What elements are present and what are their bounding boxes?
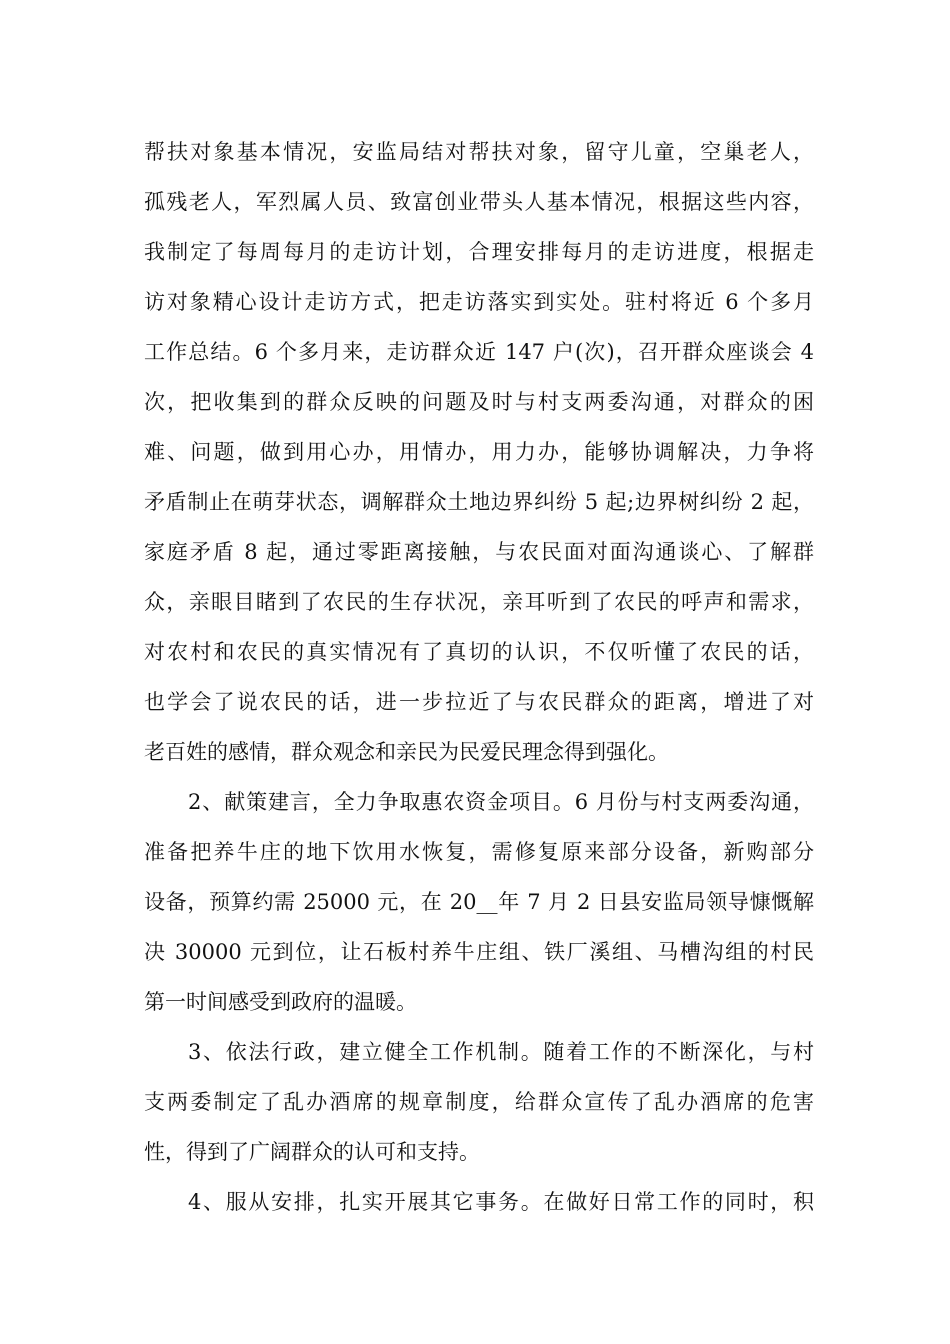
paragraph-4-start: 4、服从安排，扎实开展其它事务。在做好日常工作的同时，积 [188,1190,814,1214]
paragraph-3-start: 3、依法行政，建立健全工作机制。随着工作的不断深化，与村 [188,1040,814,1064]
text-line: 支两委制定了乱办酒席的规章制度，给群众宣传了乱办酒席的危害 [144,1090,814,1114]
text-line: 对农村和农民的真实情况有了真切的认识，不仅听懂了农民的话， [144,640,814,664]
text-line: 帮扶对象基本情况，安监局结对帮扶对象，留守儿童，空巢老人， [144,140,814,164]
document-body [144,127,814,1227]
paragraph-2-start: 2、献策建言，全力争取惠农资金项目。6 月份与村支两委沟通， [188,790,814,814]
text-line: 老百姓的感情，群众观念和亲民为民爱民理念得到强化。 [144,740,669,764]
text-line: 难、问题，做到用心办，用情办，用力办，能够协调解决，力争将 [144,440,814,464]
text-line: 性，得到了广阔群众的认可和支持。 [144,1140,480,1164]
text-line: 访对象精心设计走访方式，把走访落实到实处。驻村将近 6 个多月 [144,290,814,314]
text-line: 设备，预算约需 25000 元，在 20__年 7 月 2 日县安监局领导慷慨解 [144,890,814,914]
text-line: 孤残老人，军烈属人员、致富创业带头人基本情况，根据这些内容， [144,190,814,214]
text-line: 众，亲眼目睹到了农民的生存状况，亲耳听到了农民的呼声和需求， [144,590,814,614]
text-line: 工作总结。6 个多月来，走访群众近 147 户(次)，召开群众座谈会 4 [144,340,814,364]
text-line: 第一时间感受到政府的温暖。 [144,990,417,1014]
text-line: 准备把养牛庄的地下饮用水恢复，需修复原来部分设备，新购部分 [144,840,814,864]
text-line: 决 30000 元到位，让石板村养牛庄组、铁厂溪组、马槽沟组的村民 [144,940,814,964]
text-line: 我制定了每周每月的走访计划，合理安排每月的走访进度，根据走 [144,240,814,264]
text-line: 家庭矛盾 8 起，通过零距离接触，与农民面对面沟通谈心、了解群 [144,540,814,564]
text-line: 也学会了说农民的话，进一步拉近了与农民群众的距离，增进了对 [144,690,814,714]
text-line: 矛盾制止在萌芽状态，调解群众土地边界纠纷 5 起;边界树纠纷 2 起， [144,490,814,514]
text-line: 次，把收集到的群众反映的问题及时与村支两委沟通，对群众的困 [144,390,814,414]
